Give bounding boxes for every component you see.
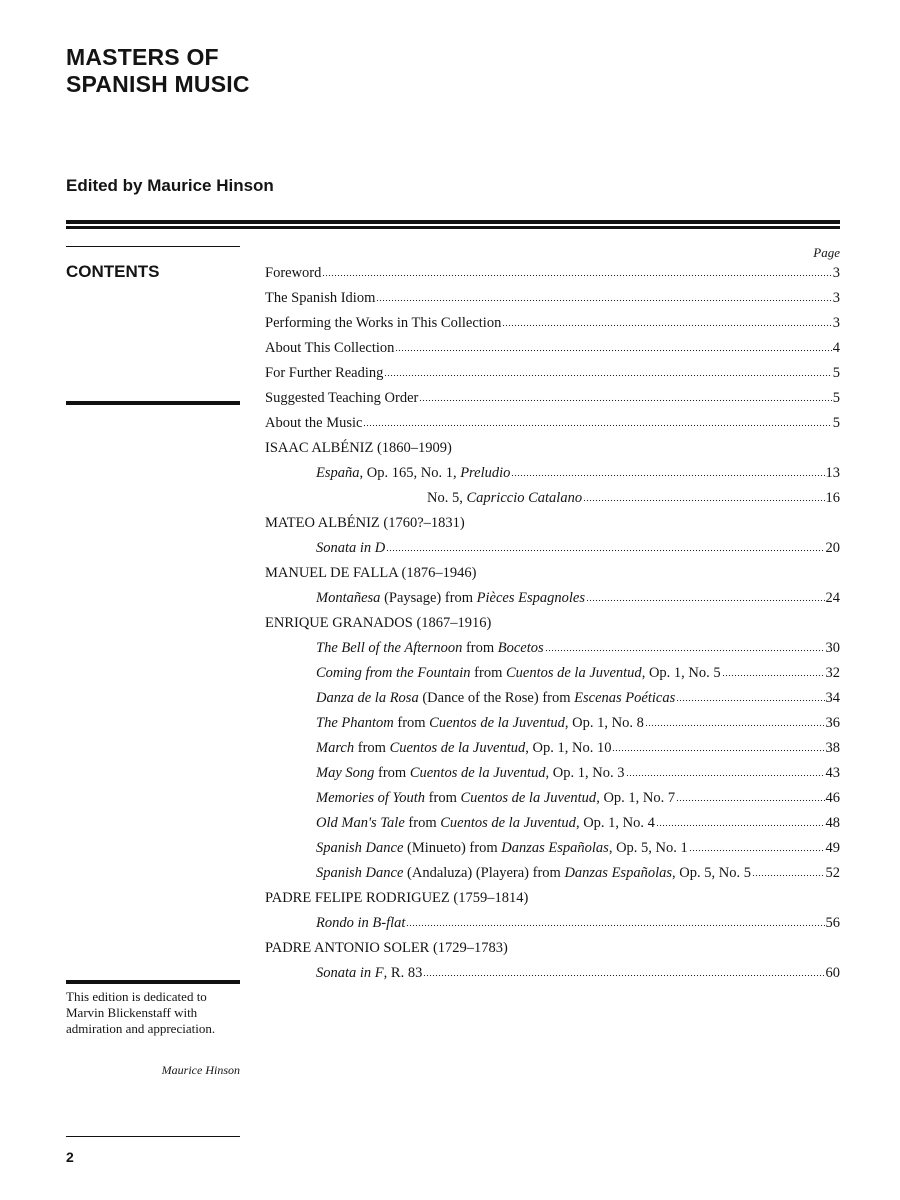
- work-collection: Cuentos de la Juventud: [460, 790, 597, 806]
- dot-leader: [645, 724, 825, 727]
- toc-entry-page: 24: [825, 590, 840, 606]
- toc-entry: [265, 761, 840, 786]
- toc-entry-title: Suggested Teaching Order: [265, 390, 419, 406]
- toc-entry-page: 4: [832, 340, 840, 356]
- toc-entry-page: 60: [825, 965, 840, 981]
- toc-entry: [265, 586, 840, 611]
- toc-entry: [265, 911, 840, 936]
- toc-entry-title: The Spanish Idiom: [265, 290, 376, 306]
- work-detail: from: [425, 790, 461, 806]
- toc-entry-label: [265, 286, 375, 311]
- work-collection: Danzas Españolas: [564, 865, 672, 881]
- toc-entry: [265, 686, 840, 711]
- work-title: Montañesa: [316, 590, 381, 606]
- dot-leader: [376, 299, 831, 302]
- toc-entry: [265, 711, 840, 736]
- work-opus: , Op. 1, No. 10: [525, 740, 612, 756]
- work-title: Danza de la Rosa: [316, 690, 419, 706]
- dot-leader: [676, 799, 824, 802]
- toc-entry-page: 36: [825, 715, 840, 731]
- toc-entry: [265, 661, 840, 686]
- work-title: Coming from the Fountain: [316, 665, 471, 681]
- work-title: Sonata in D: [316, 540, 386, 556]
- toc-entry-title: For Further Reading: [265, 365, 384, 381]
- dot-leader: [626, 774, 825, 777]
- work-detail: from: [374, 765, 410, 781]
- toc-entry-page: 5: [832, 390, 840, 406]
- toc-entry-page: 30: [825, 640, 840, 656]
- footer-rule: [66, 1136, 240, 1137]
- toc-entry-title: Foreword: [265, 265, 322, 281]
- work-collection: Cuentos de la Juventud: [409, 765, 546, 781]
- composer-name: PADRE FELIPE RODRIGUEZ (1759–1814): [265, 890, 529, 906]
- toc-entry-page: 43: [825, 765, 840, 781]
- dot-leader: [676, 699, 824, 702]
- work-opus: , Op. 5, No. 1: [608, 840, 688, 856]
- dot-leader: [406, 924, 824, 927]
- work-opus: , Op. 1, No. 5: [641, 665, 721, 681]
- work-collection: Escenas Poéticas: [574, 690, 676, 706]
- work-detail: from: [470, 665, 506, 681]
- toc-entry-page: 48: [825, 815, 840, 831]
- toc-entry: [265, 536, 840, 561]
- toc-entry: [265, 836, 840, 861]
- composer-name: MATEO ALBÉNIZ (1760?–1831): [265, 515, 465, 531]
- dot-leader: [612, 749, 824, 752]
- toc-entry-page: 20: [825, 540, 840, 556]
- toc-entry: [265, 486, 840, 511]
- composer-section: [265, 611, 840, 886]
- work-title: Spanish Dance: [316, 840, 404, 856]
- dot-leader: [545, 649, 825, 652]
- toc-entry-label: [316, 911, 405, 936]
- toc-entry-page: 49: [825, 840, 840, 856]
- toc-entry-label: [316, 461, 510, 486]
- toc-entry-page: 3: [832, 290, 840, 306]
- toc-entry: [265, 386, 840, 411]
- toc-entry-page: 38: [825, 740, 840, 756]
- dot-leader: [419, 399, 831, 402]
- dedication-signature: Maurice Hinson: [161, 1063, 240, 1077]
- work-opus: , Op. 1, No. 7: [596, 790, 676, 806]
- work-title: May Song: [316, 765, 375, 781]
- composer-name: ENRIQUE GRANADOS (1867–1916): [265, 615, 492, 631]
- work-collection: Cuentos de la Juventud: [389, 740, 526, 756]
- toc-entry-page: 5: [832, 365, 840, 381]
- toc-entry-label: [316, 861, 751, 886]
- book-title: [66, 44, 250, 98]
- toc-entry: [265, 786, 840, 811]
- page-column-label: Page: [813, 245, 840, 260]
- toc-entry-page: 13: [825, 465, 840, 481]
- dot-leader: [423, 974, 824, 977]
- work-detail: from: [393, 715, 430, 731]
- toc-entry: [265, 361, 840, 386]
- work-collection: Capriccio Catalano: [466, 490, 583, 506]
- work-opus: , Op. 1, No. 8: [564, 715, 644, 731]
- book-title-line1: MASTERS OF: [66, 44, 219, 70]
- work-title: The Bell of the Afternoon: [316, 640, 463, 656]
- work-detail: from: [404, 815, 441, 831]
- toc-entry: [265, 286, 840, 311]
- work-detail: (Paysage) from: [380, 590, 477, 606]
- toc-entry-label: [316, 811, 655, 836]
- work-detail: from: [462, 640, 498, 656]
- toc-entry-label: [316, 686, 675, 711]
- toc-entry-page: 32: [825, 665, 840, 681]
- toc-entry-label: [316, 961, 422, 986]
- toc-entry: [265, 811, 840, 836]
- toc-entry-page: 3: [832, 265, 840, 281]
- work-opus: , Op. 1, No. 3: [545, 765, 625, 781]
- work-title: España: [316, 465, 360, 481]
- page-number: 2: [66, 1149, 74, 1165]
- toc-entry: [265, 336, 840, 361]
- toc-entry-label: [316, 586, 585, 611]
- work-detail: (Minueto) from: [403, 840, 502, 856]
- toc-entry: [265, 636, 840, 661]
- sidebar-rule-top: [66, 246, 240, 247]
- dedication-rule: [66, 980, 240, 984]
- dot-leader: [386, 549, 824, 552]
- work-detail: , Op. 165, No. 1,: [359, 465, 461, 481]
- work-detail: (Dance of the Rose) from: [418, 690, 575, 706]
- toc-entry-label: [316, 836, 688, 861]
- toc-entry-page: 56: [825, 915, 840, 931]
- dot-leader: [752, 874, 825, 877]
- work-title: Old Man's Tale: [316, 815, 405, 831]
- toc-entry-label: [316, 636, 544, 661]
- work-collection: Pièces Espagnoles: [476, 590, 585, 606]
- toc-entry-label: [316, 536, 385, 561]
- work-collection: Danzas Españolas: [501, 840, 609, 856]
- toc-entry: [265, 861, 840, 886]
- composer-sections: [265, 436, 840, 986]
- work-opus: , Op. 5, No. 5: [672, 865, 751, 881]
- composer-name: PADRE ANTONIO SOLER (1729–1783): [265, 940, 508, 956]
- toc-entry-label: [265, 336, 394, 361]
- double-rule-divider: [66, 220, 840, 230]
- work-collection: Cuentos de la Juventud: [440, 815, 576, 831]
- work-opus: , Op. 1, No. 4: [575, 815, 655, 831]
- dot-leader: [656, 824, 825, 827]
- toc-entry: [265, 461, 840, 486]
- composer-section: [265, 561, 840, 611]
- toc-entry-page: 52: [825, 865, 840, 881]
- dot-leader: [511, 474, 824, 477]
- toc-entry-label: [265, 411, 362, 436]
- toc-entry-page: 34: [825, 690, 840, 706]
- contents-heading: CONTENTS: [66, 262, 160, 281]
- work-title: The Phantom: [316, 715, 394, 731]
- toc-entry-label: [316, 761, 625, 786]
- editor-credit: Edited by Maurice Hinson: [66, 176, 274, 195]
- book-title-line2: SPANISH MUSIC: [66, 71, 250, 97]
- toc-entry-title: About the Music: [265, 415, 363, 431]
- toc-entry-label: [316, 661, 721, 686]
- toc-entry: [265, 961, 840, 986]
- work-collection: Cuentos de la Juventud: [429, 715, 565, 731]
- work-detail: from: [354, 740, 390, 756]
- work-title: March: [316, 740, 355, 756]
- toc-entry-label: [316, 711, 644, 736]
- composer-name: MANUEL DE FALLA (1876–1946): [265, 565, 477, 581]
- toc-entry-label: [265, 261, 321, 286]
- dot-leader: [689, 849, 825, 852]
- toc-entry: [265, 411, 840, 436]
- front-matter-list: [265, 261, 840, 436]
- toc-entry-label: [316, 736, 611, 761]
- toc-entry-title: About This Collection: [265, 340, 395, 356]
- work-title: Spanish Dance: [316, 865, 404, 881]
- dot-leader: [502, 324, 831, 327]
- work-collection: Preludio: [460, 465, 511, 481]
- toc-entry-label: [265, 311, 501, 336]
- work-title: Memories of Youth: [316, 790, 426, 806]
- dot-leader: [583, 499, 824, 502]
- toc-entry-page: 46: [825, 790, 840, 806]
- toc-entry-label: [265, 386, 418, 411]
- sidebar-rule-thick: [66, 401, 240, 405]
- dot-leader: [395, 349, 831, 352]
- toc-entry-page: 5: [832, 415, 840, 431]
- dot-leader: [722, 674, 825, 677]
- work-collection: Bocetos: [497, 640, 544, 656]
- toc-entry-label: [427, 486, 582, 511]
- composer-name: ISAAC ALBÉNIZ (1860–1909): [265, 440, 452, 456]
- toc-entry-label: [265, 361, 383, 386]
- dot-leader: [586, 599, 825, 602]
- composer-section: [265, 936, 840, 986]
- composer-section: [265, 511, 840, 561]
- toc-entry: [265, 311, 840, 336]
- work-title: Sonata in F: [316, 965, 384, 981]
- dot-leader: [322, 274, 831, 277]
- toc-entry: [265, 261, 840, 286]
- toc-entry-label: [316, 786, 675, 811]
- work-detail: , R. 83: [383, 965, 423, 981]
- work-detail: No. 5,: [427, 490, 467, 506]
- toc-entry-page: 16: [825, 490, 840, 506]
- dedication-text: This edition is dedicated to Marvin Blickenstaff with admiration and appreciation.: [66, 989, 216, 1036]
- work-title: Rondo in B-flat: [316, 915, 406, 931]
- composer-section: [265, 436, 840, 511]
- table-of-contents: [265, 244, 840, 986]
- work-collection: Cuentos de la Juventud: [505, 665, 642, 681]
- dot-leader: [363, 424, 831, 427]
- work-detail: (Andaluza) (Playera) from: [403, 865, 565, 881]
- toc-entry-title: Performing the Works in This Collection: [265, 315, 502, 331]
- composer-section: [265, 886, 840, 936]
- dot-leader: [384, 374, 831, 377]
- toc-entry-page: 3: [832, 315, 840, 331]
- toc-entry: [265, 736, 840, 761]
